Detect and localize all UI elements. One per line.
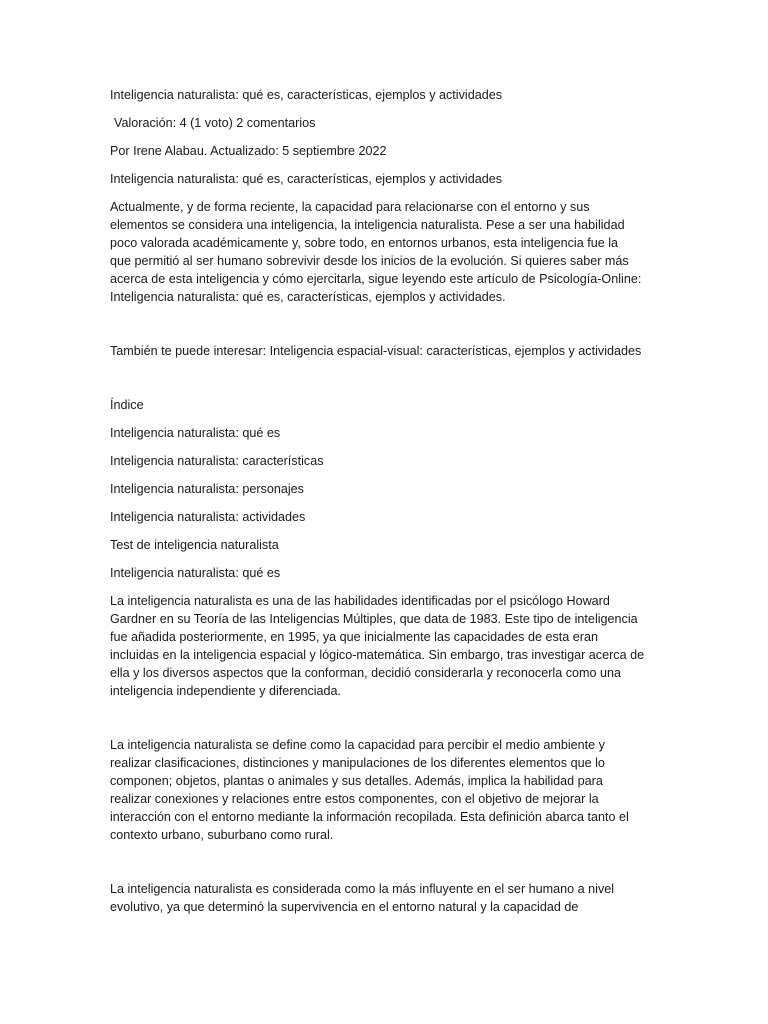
byline: Por Irene Alabau. Actualizado: 5 septiembre 2022: [110, 144, 387, 158]
article-title: Inteligencia naturalista: qué es, características, ejemplos y actividades: [110, 88, 503, 102]
paragraph-line: componen; objetos, plantas o animales y sus detalles. Además, implica la habilidad para: [110, 774, 603, 788]
rating-line: Valoración: 4 (1 voto) 2 comentarios: [114, 116, 316, 130]
paragraph-line: realizar clasificaciones, distinciones y manipulaciones de los diferentes elementos que lo: [110, 756, 605, 770]
paragraph-line: La inteligencia naturalista es considerada como la más influyente en el ser humano a nivel: [110, 882, 615, 896]
body-paragraph-3: [110, 880, 660, 916]
intro-paragraph: [110, 198, 660, 306]
paragraph-line: fue añadida posteriormente, en 1995, ya que inicialmente las capacidades de esta eran: [110, 630, 598, 644]
paragraph-line: ella y los diversos aspectos que la conforman, decidió considerarla y reconocerla como una: [110, 666, 622, 680]
paragraph-line: interacción con el entorno mediante la información recopilada. Esta definición abarca tanto el: [110, 810, 629, 824]
paragraph-line: Gardner en su Teoría de las Inteligencias Múltiples, que data de 1983. Este tipo de inteligencia: [110, 612, 638, 626]
intro-line: que permitió al ser humano sobrevivir desde los inicios de la evolución. Si quieres saber más: [110, 254, 629, 268]
body-paragraph-1: [110, 592, 660, 700]
paragraph-line: La inteligencia naturalista se define como la capacidad para percibir el medio ambiente y: [110, 738, 605, 752]
article-subtitle: Inteligencia naturalista: qué es, características, ejemplos y actividades: [110, 172, 503, 186]
intro-line: elementos se considera una inteligencia, la inteligencia naturalista. Pese a ser una habilidad: [110, 218, 625, 232]
body-paragraph-2: [110, 736, 660, 844]
intro-line: acerca de esta inteligencia y cómo ejercitarla, sigue leyendo este artículo de Psicología-Online:: [110, 272, 642, 286]
index-item[interactable]: Test de inteligencia naturalista: [110, 538, 279, 552]
intro-line: Inteligencia naturalista: qué es, características, ejemplos y actividades.: [110, 290, 506, 304]
paragraph-line: evolutivo, ya que determinó la supervivencia en el entorno natural y la capacidad de: [110, 900, 579, 914]
index-title: Índice: [110, 398, 144, 412]
index-item[interactable]: Inteligencia naturalista: qué es: [110, 426, 281, 440]
index-item[interactable]: Inteligencia naturalista: personajes: [110, 482, 304, 496]
section-heading: Inteligencia naturalista: qué es: [110, 566, 281, 580]
paragraph-line: contexto urbano, suburbano como rural.: [110, 828, 334, 842]
paragraph-line: La inteligencia naturalista es una de las habilidades identificadas por el psicólogo Howard: [110, 594, 610, 608]
intro-line: Actualmente, y de forma reciente, la capacidad para relacionarse con el entorno y sus: [110, 200, 590, 214]
paragraph-line: inteligencia independiente y diferenciada.: [110, 684, 342, 698]
document-page: [110, 86, 660, 916]
related-article-link[interactable]: También te puede interesar: Inteligencia espacial-visual: características, ejemplos y actividades: [110, 344, 642, 358]
paragraph-line: incluidas en la inteligencia espacial y lógico-matemática. Sin embargo, tras investigar acerca de: [110, 648, 645, 662]
index-item[interactable]: Inteligencia naturalista: actividades: [110, 510, 306, 524]
intro-line: poco valorada académicamente y, sobre todo, en entornos urbanos, esta inteligencia fue la: [110, 236, 619, 250]
paragraph-line: realizar conexiones y relaciones entre estos componentes, con el objetivo de mejorar la: [110, 792, 599, 806]
index-item[interactable]: Inteligencia naturalista: características: [110, 454, 324, 468]
